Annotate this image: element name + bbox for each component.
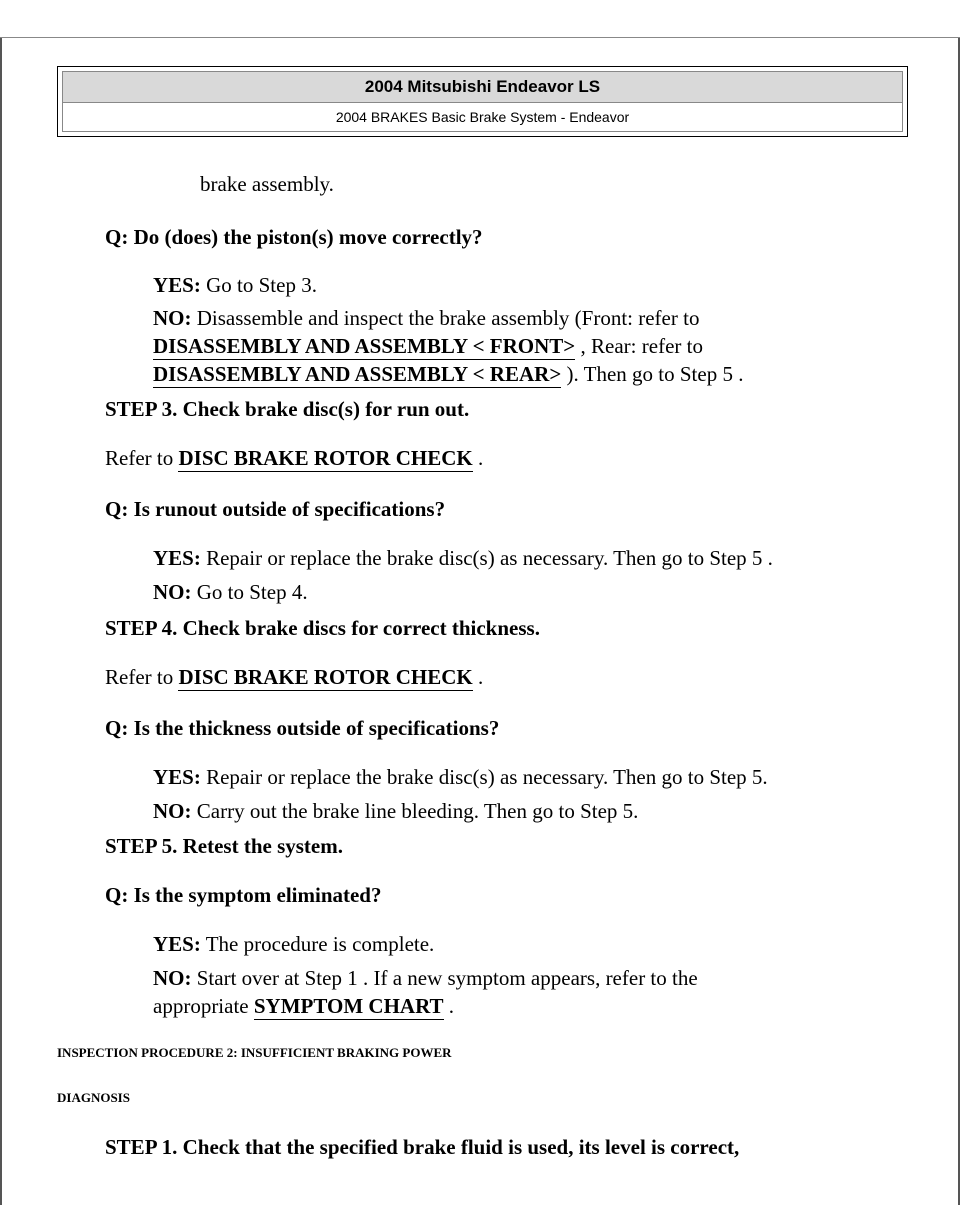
answer-no-q1-line1 [153,306,699,330]
page-border-top [0,37,960,38]
no-text-rear: , Rear: refer to [575,334,703,358]
no-text: Disassemble and inspect the brake assembly (Front: refer to [191,306,700,330]
header-inner [62,71,903,132]
yes-text: Repair or replace the brake disc(s) as necessary. Then go to Step 5 . [200,546,773,570]
answer-yes-q4 [153,765,768,789]
page-border-left [0,38,2,1205]
yes-label: YES: [153,546,201,570]
text-brake-assembly: brake assembly. [200,172,334,196]
step-3-heading: STEP 3. Check brake disc(s) for run out. [105,397,470,421]
question-piston-move: Q: Do (does) the piston(s) move correctly? [105,225,483,249]
yes-label: YES: [153,273,201,297]
refer-to-text: Refer to [105,446,179,470]
answer-no-q1-line2 [153,334,703,358]
question-runout: Q: Is runout outside of specifications? [105,497,446,521]
document-header [57,66,908,137]
yes-text: The procedure is complete. [200,932,435,956]
diagnosis-heading: DIAGNOSIS [57,1090,130,1105]
link-disassembly-rear[interactable]: DISASSEMBLY AND ASSEMBLY < REAR> [153,362,562,386]
link-symptom-chart[interactable]: SYMPTOM CHART [253,994,444,1018]
period-text: . [443,994,455,1018]
inspection-procedure-2-heading: INSPECTION PROCEDURE 2: INSUFFICIENT BRAKING POWER [57,1045,452,1060]
header-subtitle: 2004 BRAKES Basic Brake System - Endeavor [335,109,630,125]
question-symptom-eliminated: Q: Is the symptom eliminated? [105,883,382,907]
answer-yes-q1 [153,273,317,297]
period-text: . [472,446,484,470]
no-label: NO: [153,306,192,330]
link-disassembly-front[interactable]: DISASSEMBLY AND ASSEMBLY < FRONT> [153,334,576,358]
no-text: Go to Step 4. [191,580,308,604]
yes-label: YES: [153,932,201,956]
answer-no-q1-line3 [153,362,743,386]
no-text: Carry out the brake line bleeding. Then go to Step 5. [191,799,639,823]
step-1-heading: STEP 1. Check that the specified brake fluid is used, its level is correct, [105,1135,740,1159]
refer-to-text: Refer to [105,665,179,689]
answer-yes-q5 [153,932,434,956]
no-label: NO: [153,799,192,823]
answer-no-q5-line2 [153,994,454,1018]
no-text: Start over at Step 1 . If a new symptom appears, refer to the [191,966,698,990]
no-label: NO: [153,580,192,604]
answer-no-q3 [153,580,308,604]
no-label: NO: [153,966,192,990]
refer-step3 [105,446,483,470]
appropriate-text: appropriate [153,994,254,1018]
yes-label: YES: [153,765,201,789]
answer-yes-q3 [153,546,773,570]
no-text-end: ). Then go to Step 5 . [561,362,744,386]
answer-no-q4 [153,799,638,823]
answer-no-q5-line1 [153,966,698,990]
period-text: . [472,665,484,689]
yes-text: Repair or replace the brake disc(s) as necessary. Then go to Step 5. [200,765,768,789]
step-4-heading: STEP 4. Check brake discs for correct thickness. [105,616,540,640]
question-thickness: Q: Is the thickness outside of specifications? [105,716,500,740]
yes-text: Go to Step 3. [200,273,317,297]
header-title: 2004 Mitsubishi Endeavor LS [63,72,902,103]
refer-step4 [105,665,483,689]
link-disc-brake-rotor-check[interactable]: DISC BRAKE ROTOR CHECK [178,665,473,689]
step-5-heading: STEP 5. Retest the system. [105,834,343,858]
link-disc-brake-rotor-check[interactable]: DISC BRAKE ROTOR CHECK [178,446,473,470]
